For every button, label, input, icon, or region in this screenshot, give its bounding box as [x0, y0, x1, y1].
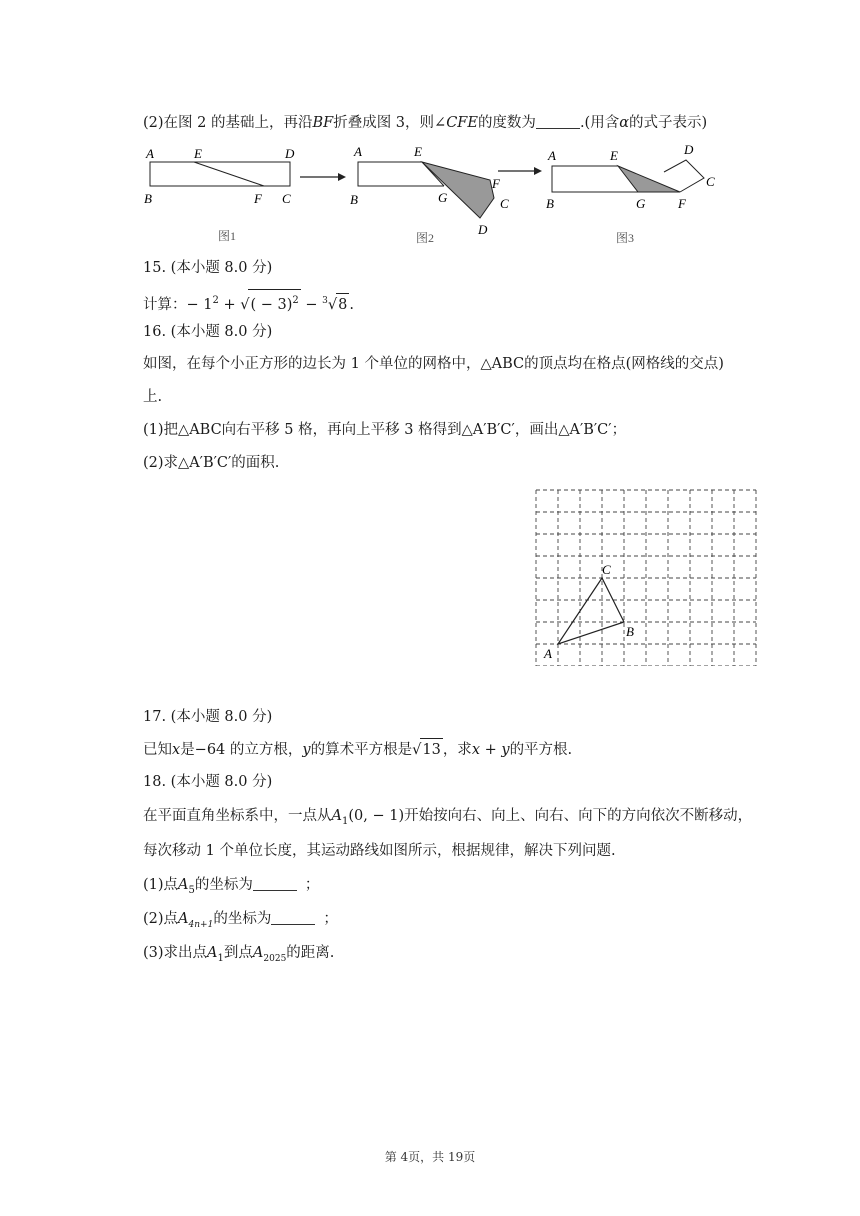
grid-label-A: A [544, 646, 552, 661]
label-B: B [144, 191, 152, 206]
svg-text:F: F [492, 176, 500, 191]
q16-line2: 上. [143, 389, 163, 405]
svg-text:D: D [478, 222, 488, 237]
figure-1-caption: 图1 [218, 229, 237, 243]
q18-header: 18. (本小题 8.0 分) [143, 774, 273, 790]
svg-text:B: B [350, 192, 358, 207]
arrow-right-icon [498, 167, 542, 175]
label-F: F [254, 191, 262, 206]
q16-line4: (2)求△A′B′C′的面积. [143, 455, 280, 471]
q18-part2: (2)点$A_{4n+1}$的坐标为 ； [143, 911, 338, 930]
figure-3 [546, 142, 715, 245]
sqrt-icon: √ [240, 296, 250, 313]
answer-blank[interactable] [253, 876, 297, 891]
q15-header: 15. (本小题 8.0 分) [143, 260, 273, 276]
figure-2-caption: 图2 [416, 231, 435, 245]
folding-figures [140, 140, 730, 252]
svg-text:A: A [354, 144, 362, 159]
svg-text:G: G [438, 190, 448, 205]
label-C: C [282, 191, 291, 206]
svg-text:F: F [678, 196, 686, 211]
svg-text:G: G [636, 196, 646, 211]
triangle-abc [558, 578, 624, 644]
figure-3-caption: 图3 [616, 231, 635, 245]
q18-part3: (3)求出点$A_1$到点$A_{2025}$的距离. [143, 945, 335, 964]
svg-text:C: C [500, 196, 509, 211]
q16-line3: (1)把△ABC向右平移 5 格，再向上平移 3 格得到△A′B′C′，画出△A′B′C′； [143, 422, 627, 438]
label-D: D [285, 146, 295, 161]
grid-figure [530, 486, 760, 666]
grid-label-C: C [602, 562, 611, 577]
sqrt-icon: √ [412, 742, 422, 758]
figure-1 [144, 146, 295, 243]
q16-line1: 如图，在每个小正方形的边长为 1 个单位的网格中，△ABC的顶点均在格点(网格线的交点) [143, 356, 724, 372]
q17-text: 已知x是−64 的立方根，y的算术平方根是√13 ，求x + y的平方根. [143, 738, 572, 761]
q18-part1: (1)点$A_5$的坐标为 ； [143, 877, 320, 896]
cbrt-icon: √ [327, 296, 338, 313]
svg-text:A: A [548, 148, 556, 163]
page-footer: 第 4页，共 19页 [384, 1150, 476, 1164]
svg-text:E: E [610, 148, 618, 163]
answer-blank[interactable] [536, 114, 580, 129]
q18-line1: 在平面直角坐标系中，一点从$A_1(0$, − 1)开始按向右、向上、向右、向下的方向依次不断移动， [143, 808, 753, 827]
grid-label-B: B [626, 624, 634, 639]
q15-expression: 计算：− $1^2$ + √( − 3)$^2$ − $^3$√8 . [143, 289, 354, 316]
label-E: E [194, 146, 202, 161]
svg-text:E: E [414, 144, 422, 159]
q18-line2: 每次移动 1 个单位长度，其运动路线如图所示，根据规律，解决下列问题. [143, 843, 616, 859]
answer-blank[interactable] [271, 910, 315, 925]
svg-text:C: C [706, 174, 715, 189]
q14-part2: (2)在图 2 的基础上，再沿BF折叠成图 3，则∠CFE的度数为 .(用含α的式子表示) [143, 115, 708, 131]
figure-2 [350, 144, 509, 245]
label-A: A [146, 146, 154, 161]
arrow-right-icon [300, 173, 346, 181]
q17-header: 17. (本小题 8.0 分) [143, 709, 273, 725]
q16-header: 16. (本小题 8.0 分) [143, 324, 273, 340]
svg-text:B: B [546, 196, 554, 211]
svg-text:D: D [684, 142, 694, 157]
